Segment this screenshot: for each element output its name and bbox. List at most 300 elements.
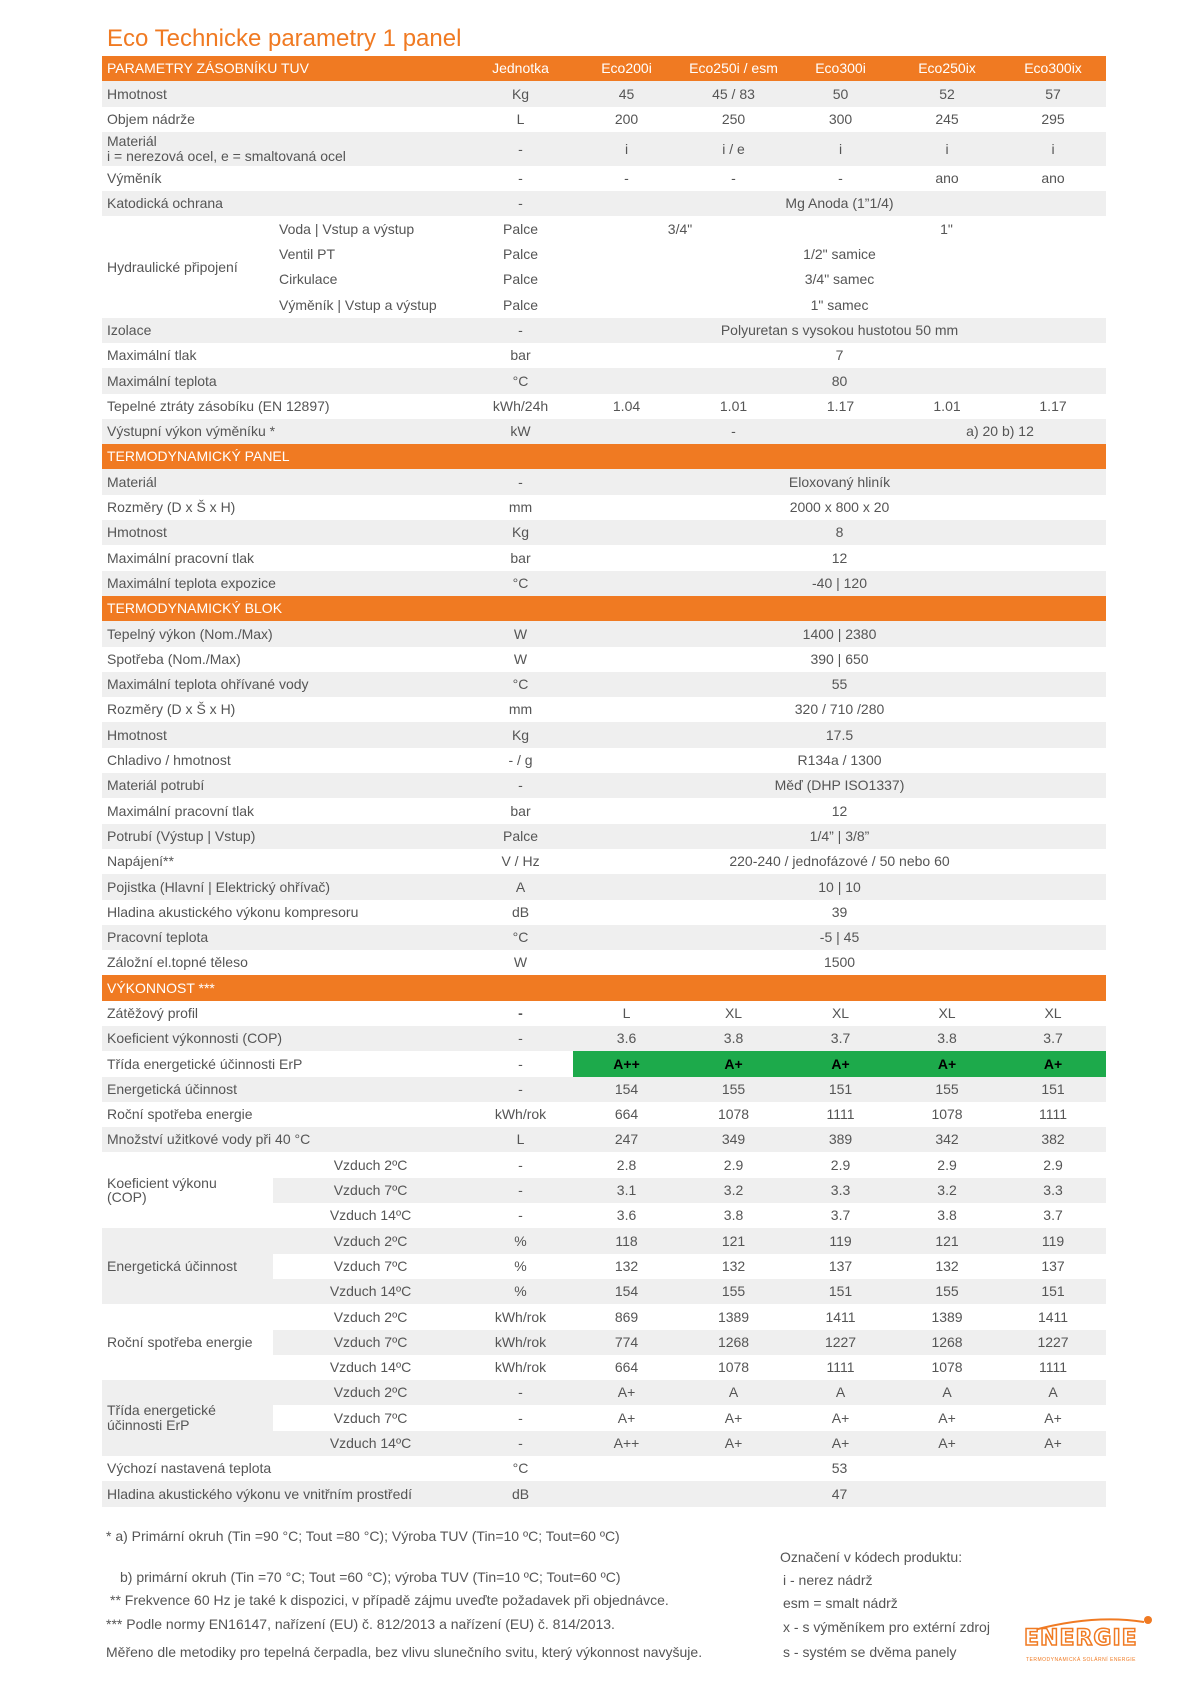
cell-value: 1.01 xyxy=(894,394,1000,419)
row-unit: V / Hz xyxy=(468,849,573,874)
row-label: Chladivo / hmotnost xyxy=(102,748,468,773)
row-label-line: Koeficient výkonu xyxy=(107,1174,217,1191)
cell-value: XL xyxy=(894,1001,1000,1026)
row-unit: °C xyxy=(468,925,573,950)
row-label: Výchozí nastavená teplota xyxy=(102,1456,468,1481)
cell-value: 349 xyxy=(680,1127,787,1152)
cell-value: 1268 xyxy=(894,1330,1000,1355)
cell-value: 12 xyxy=(573,545,1106,570)
row-sublabel: Vzduch 7ºC xyxy=(273,1254,468,1279)
cell-value: ano xyxy=(894,166,1000,191)
cell-value: L xyxy=(573,1001,680,1026)
cell-value: ano xyxy=(1000,166,1106,191)
row-group-label: Hydraulické připojení xyxy=(102,216,273,317)
cell-value: i / e xyxy=(680,132,787,166)
cell-value: a) 20 b) 12 xyxy=(894,419,1106,444)
row-unit: kWh/rok xyxy=(468,1330,573,1355)
cell-value: 1500 xyxy=(573,950,1106,975)
cell-value: 154 xyxy=(573,1077,680,1102)
cell-value: 1078 xyxy=(680,1102,787,1127)
row-unit: - xyxy=(468,469,573,494)
cell-value: 151 xyxy=(1000,1077,1106,1102)
row-label: Hladina akustického výkonu ve vnitřním prostředí xyxy=(102,1481,468,1506)
row-unit: - xyxy=(468,1051,573,1076)
page-title: Eco Technicke parametry 1 panel xyxy=(107,25,462,52)
table-row xyxy=(102,773,1106,798)
footnote: *** Podle normy EN16147, nařízení (EU) č. 812/2013 a nařízení (EU) č. 814/2013. xyxy=(106,1616,615,1632)
row-sublabel: Výměník | Vstup a výstup xyxy=(273,292,468,317)
cell-value: 3.7 xyxy=(787,1026,894,1051)
row-unit: Kg xyxy=(468,81,573,106)
row-unit: W xyxy=(468,647,573,672)
cell-value: 119 xyxy=(1000,1228,1106,1253)
row-unit: - / g xyxy=(468,748,573,773)
energy-class-badge: A++ xyxy=(573,1051,680,1076)
cell-value: 1389 xyxy=(680,1304,787,1329)
row-label: Pojistka (Hlavní | Elektrický ohřívač) xyxy=(102,874,468,899)
table-row xyxy=(102,132,1106,166)
footnote: Měřeno dle metodiky pro tepelná čerpadla, bez vlivu slunečního svitu, který výkonnost navyšuje. xyxy=(106,1644,703,1660)
cell-value: 3.3 xyxy=(787,1178,894,1203)
cell-value: 200 xyxy=(573,107,680,132)
cell-value: A xyxy=(680,1380,787,1405)
cell-value: 220-240 / jednofázové / 50 nebo 60 xyxy=(573,849,1106,874)
footnote: b) primární okruh (Tin =70 °C; Tout =60 °C); výroba TUV (Tin=10 ºC; Tout=60 ºC) xyxy=(120,1569,621,1585)
cell-value: 1.17 xyxy=(1000,394,1106,419)
table-row xyxy=(102,925,1106,950)
cell-value: A+ xyxy=(787,1405,894,1430)
cell-value: 12 xyxy=(573,798,1106,823)
row-sublabel: Cirkulace xyxy=(273,267,468,292)
row-sublabel: Vzduch 14ºC xyxy=(273,1431,468,1456)
table-row xyxy=(102,368,1106,393)
cell-value: A++ xyxy=(573,1431,680,1456)
row-label-line: Třída energetické xyxy=(107,1402,216,1419)
cell-value: 118 xyxy=(573,1228,680,1253)
table-row xyxy=(102,1051,1106,1076)
cell-value: 1" xyxy=(787,216,1106,241)
table-row xyxy=(102,1127,1106,1152)
row-label: Výměník xyxy=(102,166,468,191)
cell-value: 121 xyxy=(894,1228,1000,1253)
cell-value: 3.8 xyxy=(894,1026,1000,1051)
cell-value: A+ xyxy=(1000,1431,1106,1456)
cell-value: - xyxy=(787,166,894,191)
section-header-tank xyxy=(102,56,1106,81)
table-row xyxy=(102,621,1106,646)
row-sublabel: Vzduch 14ºC xyxy=(273,1279,468,1304)
legend-title: Označení v kódech produktu: xyxy=(780,1549,963,1565)
row-label: Tepelný výkon (Nom./Max) xyxy=(102,621,468,646)
row-unit: bar xyxy=(468,545,573,570)
cell-value: 3/4" samec xyxy=(573,267,1106,292)
legend-item: s - systém se dvěma panely xyxy=(783,1644,957,1660)
row-group-label xyxy=(102,1380,273,1456)
cell-value: 295 xyxy=(1000,107,1106,132)
row-unit: kWh/rok xyxy=(468,1304,573,1329)
cell-value: 155 xyxy=(680,1077,787,1102)
row-sublabel: Vzduch 2ºC xyxy=(273,1152,468,1177)
cell-value: R134a / 1300 xyxy=(573,748,1106,773)
cell-value: 8 xyxy=(573,520,1106,545)
row-unit: - xyxy=(468,1405,573,1430)
row-label: Potrubí (Výstup | Vstup) xyxy=(102,824,468,849)
footnote: * a) Primární okruh (Tin =90 °C; Tout =80 °C); Výroba TUV (Tin=10 ºC; Tout=60 ºC) xyxy=(106,1528,620,1544)
row-unit: L xyxy=(468,1127,573,1152)
energy-class-badge: A+ xyxy=(1000,1051,1106,1076)
table-row xyxy=(102,849,1106,874)
section-header-block xyxy=(102,596,1106,621)
model-header: Eco250i / esm xyxy=(680,56,787,81)
row-unit: °C xyxy=(468,571,573,596)
cell-value: 39 xyxy=(573,900,1106,925)
cell-value: 57 xyxy=(1000,81,1106,106)
cell-value: 389 xyxy=(787,1127,894,1152)
cell-value: A xyxy=(787,1380,894,1405)
table-row xyxy=(102,318,1106,343)
row-unit: - xyxy=(468,1001,573,1026)
section-title: PARAMETRY ZÁSOBNÍKU TUV xyxy=(102,56,468,81)
row-label: Katodická ochrana xyxy=(102,191,468,216)
table-row xyxy=(102,1481,1106,1506)
cell-value: 3.2 xyxy=(680,1178,787,1203)
cell-value: 300 xyxy=(787,107,894,132)
cell-value: XL xyxy=(787,1001,894,1026)
cell-value: 155 xyxy=(894,1077,1000,1102)
model-header: Eco250ix xyxy=(894,56,1000,81)
row-unit: kWh/24h xyxy=(468,394,573,419)
cell-value: A+ xyxy=(680,1405,787,1430)
cell-value: 47 xyxy=(573,1481,1106,1506)
cell-value: 2.9 xyxy=(1000,1152,1106,1177)
cell-value: 2000 x 800 x 20 xyxy=(573,495,1106,520)
table-row xyxy=(102,216,1106,241)
cell-value: 382 xyxy=(1000,1127,1106,1152)
section-header-panel xyxy=(102,444,1106,469)
row-unit: Palce xyxy=(468,267,573,292)
row-group-label xyxy=(102,1152,273,1228)
row-unit: - xyxy=(468,166,573,191)
row-label: Rozměry (D x Š x H) xyxy=(102,697,468,722)
cell-value: 869 xyxy=(573,1304,680,1329)
cell-value: 774 xyxy=(573,1330,680,1355)
energy-class-badge: A+ xyxy=(787,1051,894,1076)
cell-value: -40 | 120 xyxy=(573,571,1106,596)
table-row xyxy=(102,748,1106,773)
row-unit: °C xyxy=(468,1456,573,1481)
energy-class-badge: A+ xyxy=(680,1051,787,1076)
table-row xyxy=(102,343,1106,368)
cell-value: Mg Anoda (1”1/4) xyxy=(573,191,1106,216)
row-unit: Palce xyxy=(468,216,573,241)
row-unit: - xyxy=(468,1380,573,1405)
cell-value: A+ xyxy=(573,1380,680,1405)
cell-value: 390 | 650 xyxy=(573,647,1106,672)
row-label: Koeficient výkonnosti (COP) xyxy=(102,1026,468,1051)
cell-value: A+ xyxy=(894,1405,1000,1430)
row-sublabel: Vzduch 2ºC xyxy=(273,1304,468,1329)
cell-value: 1111 xyxy=(787,1355,894,1380)
row-label: Pracovní teplota xyxy=(102,925,468,950)
cell-value: -5 | 45 xyxy=(573,925,1106,950)
cell-value: 250 xyxy=(680,107,787,132)
row-sublabel: Vzduch 2ºC xyxy=(273,1380,468,1405)
cell-value: 154 xyxy=(573,1279,680,1304)
cell-value: 1389 xyxy=(894,1304,1000,1329)
row-unit: - xyxy=(468,1152,573,1177)
row-sublabel: Vzduch 7ºC xyxy=(273,1178,468,1203)
row-sublabel: Vzduch 7ºC xyxy=(273,1330,468,1355)
row-unit: bar xyxy=(468,343,573,368)
cell-value: 132 xyxy=(680,1254,787,1279)
footnote: ** Frekvence 60 Hz je také k dispozici, v případě zájmu uveďte požadavek při objednávce. xyxy=(110,1592,669,1608)
row-label: Maximální pracovní tlak xyxy=(102,798,468,823)
row-label: Maximální teplota expozice xyxy=(102,571,468,596)
cell-value: 53 xyxy=(573,1456,1106,1481)
cell-value: A xyxy=(1000,1380,1106,1405)
row-unit: Palce xyxy=(468,292,573,317)
cell-value: 1" samec xyxy=(573,292,1106,317)
row-label: Maximální teplota xyxy=(102,368,468,393)
table-row xyxy=(102,107,1106,132)
cell-value: 3.7 xyxy=(1000,1203,1106,1228)
row-unit: dB xyxy=(468,900,573,925)
cell-value: 155 xyxy=(894,1279,1000,1304)
cell-value: 245 xyxy=(894,107,1000,132)
cell-value: 1.01 xyxy=(680,394,787,419)
cell-value: A+ xyxy=(787,1431,894,1456)
cell-value: 2.9 xyxy=(680,1152,787,1177)
row-unit: % xyxy=(468,1228,573,1253)
cell-value: Polyuretan s vysokou hustotou 50 mm xyxy=(573,318,1106,343)
table-row xyxy=(102,672,1106,697)
cell-value: 132 xyxy=(573,1254,680,1279)
row-unit: - xyxy=(468,318,573,343)
row-label: Maximální tlak xyxy=(102,343,468,368)
cell-value: 52 xyxy=(894,81,1000,106)
cell-value: 3.8 xyxy=(680,1203,787,1228)
legend-item: esm = smalt nádrž xyxy=(783,1595,898,1611)
table-row xyxy=(102,469,1106,494)
cell-value: 137 xyxy=(1000,1254,1106,1279)
cell-value: 132 xyxy=(894,1254,1000,1279)
row-label-line: i = nerezová ocel, e = smaltovaná ocel xyxy=(107,147,346,164)
row-unit: Palce xyxy=(468,242,573,267)
row-label: Materiál potrubí xyxy=(102,773,468,798)
row-label: Maximální teplota ohřívané vody xyxy=(102,672,468,697)
cell-value: 1227 xyxy=(787,1330,894,1355)
table-row xyxy=(102,697,1106,722)
table-row xyxy=(102,1001,1106,1026)
cell-value: A xyxy=(894,1380,1000,1405)
cell-value: 1/4” | 3/8” xyxy=(573,824,1106,849)
row-label: Napájení** xyxy=(102,849,468,874)
cell-value: 10 | 10 xyxy=(573,874,1106,899)
cell-value: 3.6 xyxy=(573,1203,680,1228)
cell-value: 80 xyxy=(573,368,1106,393)
row-sublabel: Vzduch 14ºC xyxy=(273,1203,468,1228)
cell-value: Eloxovaný hliník xyxy=(573,469,1106,494)
spec-table xyxy=(102,56,1106,1507)
section-title: VÝKONNOST *** xyxy=(102,975,1106,1000)
legend-item: i - nerez nádrž xyxy=(783,1572,873,1588)
row-unit: - xyxy=(468,1026,573,1051)
section-header-performance xyxy=(102,975,1106,1000)
cell-value: 151 xyxy=(1000,1279,1106,1304)
cell-value: 1078 xyxy=(894,1355,1000,1380)
table-row xyxy=(102,545,1106,570)
row-unit: - xyxy=(468,1203,573,1228)
row-label xyxy=(102,132,468,166)
section-title: TERMODYNAMICKÝ BLOK xyxy=(102,596,1106,621)
cell-value: 1111 xyxy=(1000,1355,1106,1380)
logo-word: ENERGIE xyxy=(1024,1626,1138,1651)
table-row xyxy=(102,1304,1106,1329)
row-label-line: Materiál xyxy=(107,133,157,150)
row-unit: mm xyxy=(468,697,573,722)
cell-value: 1400 | 2380 xyxy=(573,621,1106,646)
cell-value: 50 xyxy=(787,81,894,106)
cell-value: A+ xyxy=(894,1431,1000,1456)
cell-value: 3.7 xyxy=(787,1203,894,1228)
model-header: Eco200i xyxy=(573,56,680,81)
row-unit: Kg xyxy=(468,722,573,747)
row-unit: kW xyxy=(468,419,573,444)
table-row xyxy=(102,571,1106,596)
cell-value: A+ xyxy=(1000,1405,1106,1430)
row-sublabel: Ventil PT xyxy=(273,242,468,267)
cell-value: 664 xyxy=(573,1355,680,1380)
table-row xyxy=(102,647,1106,672)
row-sublabel: Voda | Vstup a výstup xyxy=(273,216,468,241)
row-label: Spotřeba (Nom./Max) xyxy=(102,647,468,672)
cell-value: 1411 xyxy=(1000,1304,1106,1329)
row-unit: mm xyxy=(468,495,573,520)
cell-value: 3.8 xyxy=(680,1026,787,1051)
table-row xyxy=(102,1456,1106,1481)
row-label: Hmotnost xyxy=(102,81,468,106)
cell-value: - xyxy=(573,419,894,444)
table-row xyxy=(102,874,1106,899)
table-row xyxy=(102,1152,1106,1177)
row-label: Třída energetické účinnosti ErP xyxy=(102,1051,468,1076)
row-label: Záložní el.topné těleso xyxy=(102,950,468,975)
row-unit: - xyxy=(468,191,573,216)
cell-value: 45 / 83 xyxy=(680,81,787,106)
row-unit: % xyxy=(468,1254,573,1279)
table-row xyxy=(102,722,1106,747)
cell-value: 3/4" xyxy=(573,216,787,241)
row-label: Hmotnost xyxy=(102,520,468,545)
cell-value: 342 xyxy=(894,1127,1000,1152)
cell-value: XL xyxy=(680,1001,787,1026)
cell-value: 3.1 xyxy=(573,1178,680,1203)
table-row xyxy=(102,166,1106,191)
row-label: Hladina akustického výkonu kompresoru xyxy=(102,900,468,925)
cell-value: 137 xyxy=(787,1254,894,1279)
row-label-line: účinnosti ErP xyxy=(107,1417,190,1434)
row-unit: kWh/rok xyxy=(468,1355,573,1380)
cell-value: 1.04 xyxy=(573,394,680,419)
row-label: Izolace xyxy=(102,318,468,343)
row-unit: - xyxy=(468,773,573,798)
row-unit: W xyxy=(468,950,573,975)
table-row xyxy=(102,495,1106,520)
cell-value: XL xyxy=(1000,1001,1106,1026)
cell-value: 155 xyxy=(680,1279,787,1304)
cell-value: 664 xyxy=(573,1102,680,1127)
cell-value: Měď (DHP ISO1337) xyxy=(573,773,1106,798)
legend-item: x - s výměníkem pro extérní zdroj xyxy=(783,1619,990,1635)
row-unit: bar xyxy=(468,798,573,823)
row-label: Objem nádrže xyxy=(102,107,468,132)
row-sublabel: Vzduch 7ºC xyxy=(273,1405,468,1430)
cell-value: 1227 xyxy=(1000,1330,1106,1355)
table-row xyxy=(102,191,1106,216)
row-unit: - xyxy=(468,1077,573,1102)
row-label: Maximální pracovní tlak xyxy=(102,545,468,570)
cell-value: A+ xyxy=(680,1431,787,1456)
model-header: Eco300ix xyxy=(1000,56,1106,81)
table-row xyxy=(102,798,1106,823)
row-label: Tepelné ztráty zásobíku (EN 12897) xyxy=(102,394,468,419)
cell-value: 320 / 710 /280 xyxy=(573,697,1106,722)
cell-value: 3.7 xyxy=(1000,1026,1106,1051)
cell-value: 1078 xyxy=(680,1355,787,1380)
row-label: Zátěžový profil xyxy=(102,1001,468,1026)
cell-value: i xyxy=(787,132,894,166)
cell-value: 3.2 xyxy=(894,1178,1000,1203)
table-row xyxy=(102,419,1106,444)
cell-value: 55 xyxy=(573,672,1106,697)
cell-value: 1.17 xyxy=(787,394,894,419)
table-row xyxy=(102,1380,1106,1405)
row-label: Materiál xyxy=(102,469,468,494)
model-header: Eco300i xyxy=(787,56,894,81)
row-unit: W xyxy=(468,621,573,646)
row-unit: - xyxy=(468,1431,573,1456)
cell-value: 2.8 xyxy=(573,1152,680,1177)
cell-value: 1111 xyxy=(1000,1102,1106,1127)
cell-value: 17.5 xyxy=(573,722,1106,747)
row-label: Energetická účinnost xyxy=(102,1077,468,1102)
unit-header: Jednotka xyxy=(468,56,573,81)
row-unit: % xyxy=(468,1279,573,1304)
cell-value: 3.8 xyxy=(894,1203,1000,1228)
row-label: Množství užitkové vody při 40 °C xyxy=(102,1127,468,1152)
row-label-line: (COP) xyxy=(107,1189,147,1206)
cell-value: A+ xyxy=(573,1405,680,1430)
cell-value: 247 xyxy=(573,1127,680,1152)
row-unit: kWh/rok xyxy=(468,1102,573,1127)
table-row xyxy=(102,824,1106,849)
cell-value: 3.3 xyxy=(1000,1178,1106,1203)
row-sublabel: Vzduch 2ºC xyxy=(273,1228,468,1253)
row-label: Rozměry (D x Š x H) xyxy=(102,495,468,520)
cell-value: 1078 xyxy=(894,1102,1000,1127)
table-row xyxy=(102,950,1106,975)
table-row xyxy=(102,1228,1106,1253)
row-unit: Kg xyxy=(468,520,573,545)
cell-value: i xyxy=(894,132,1000,166)
row-group-label: Energetická účinnost xyxy=(102,1228,273,1304)
cell-value: 151 xyxy=(787,1279,894,1304)
table-row xyxy=(102,1102,1106,1127)
logo-tagline: TERMODYNAMICKÁ SOLÁRNÍ ENERGIE xyxy=(1026,1657,1137,1663)
table-row xyxy=(102,394,1106,419)
table-row xyxy=(102,900,1106,925)
row-label: Výstupní výkon výměníku * xyxy=(102,419,468,444)
